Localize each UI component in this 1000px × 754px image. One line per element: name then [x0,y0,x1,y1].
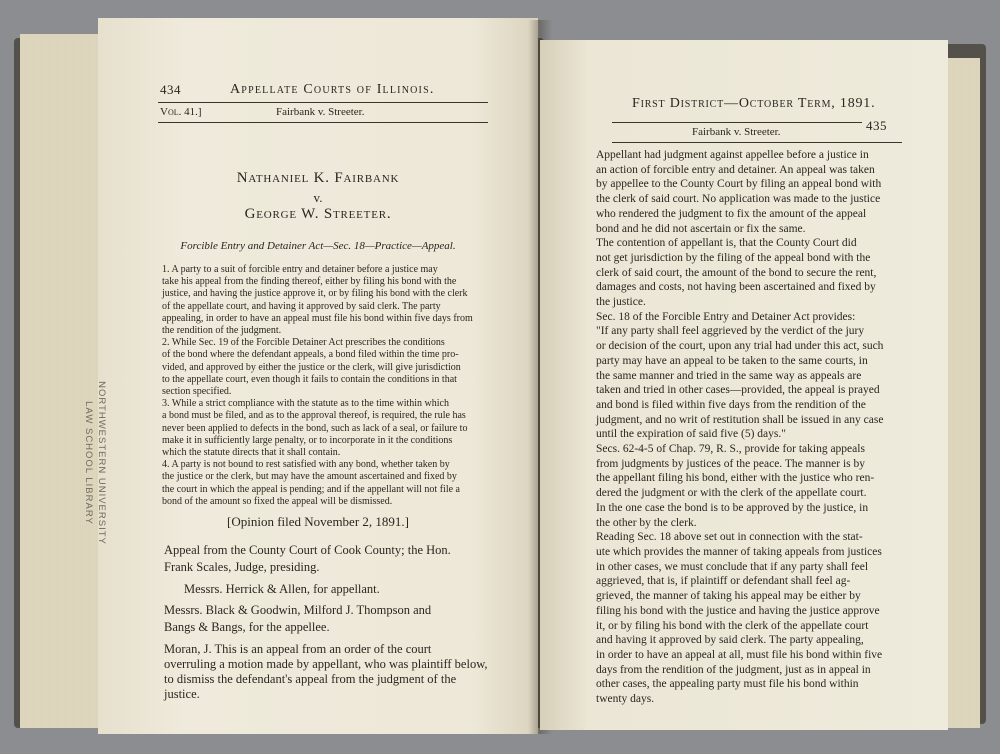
header-rule-right-2 [612,142,902,143]
text-line: Sec. 18 of the Forcible Entry and Detainer Act provides: [596,310,856,323]
text-line: and bond is filed within five days from the rendition of the [596,398,866,411]
text-line: days from the rendition of the judgment, just as in appeal in [596,663,871,676]
case-short-title-right: Fairbank v. Streeter. [692,126,781,138]
text-line: the appellant filing his bond, either with the justice who ren- [596,472,875,485]
text-line: judgment, and no writ of restitution shall be issued in any case [596,413,884,426]
running-head-right: First District—October Term, 1891. [632,96,876,111]
text-line: of the appellate court, and having it approved by said clerk. The party [162,300,441,312]
text-line: not get jurisdiction by the filing of the appeal bond with the [596,251,871,264]
text-line: Frank Scales, Judge, presiding. [164,560,320,574]
right-page-edges [944,58,980,728]
text-line: by appellee to the County Court by filing an appeal bond with [596,178,882,191]
text-line: the justice. [596,296,646,309]
header-rule [158,102,488,103]
text-line: Appeal from the County Court of Cook County; the Hon. [164,543,451,557]
volume-label: Vol. 41.] [160,106,202,118]
text-line: in other cases, we must conclude that if any party shall feel [596,560,869,573]
text-line: to dismiss the defendant's appeal from the judgment of the [164,672,457,686]
text-line: never been applied to defects in the bond, such as lack of a seal, or failure to [162,422,468,434]
page-number-right: 435 [866,118,887,133]
text-line: take his appeal from the finding thereof, either by filing his bond with the [162,276,457,288]
text-line: filing his bond with the justice and having the justice approve [596,604,880,617]
text-line: of the bond where the defendant appeals, a bond filed within the time pro- [162,349,459,361]
text-line: dered the judgment or with the clerk of the appellate court. [596,487,867,500]
text-line: justice. [164,687,200,701]
text-line: twenty days. [596,693,655,706]
text-line: ute which provides the manner of taking appeals from justices [596,545,882,558]
running-head: Appellate Courts of Illinois. [230,82,435,97]
text-line: 1. A party to a suit of forcible entry and detainer before a justice may [162,264,438,275]
counsel-appellant: Messrs. Herrick & Allen, for appellant. [184,582,380,596]
left-page [83,18,538,734]
text-line: other cases, the appealing party must file his bond within [596,678,859,691]
text-line: section specified. [162,386,232,398]
text-line: bond and he did not ascertain or fix the same. [596,222,806,235]
text-line: the other by the clerk. [596,516,697,529]
opinion-text [164,642,504,702]
text-line: In the one case the bond is to be approved by the justice, in [596,501,869,514]
text-line: make it in sufficiently large penalty, or to incorporate in it the conditions [162,434,453,446]
header-rule-right [612,122,862,123]
text-line: the rendition of the judgment. [162,325,282,337]
case-title-plaintiff: Nathaniel K. Fairbank [236,170,400,186]
text-line: grieved, the manner of taking his appeal may be either by [596,590,861,603]
text-line: "If any party shall feel aggrieved by the verdict of the jury [596,325,865,338]
text-line: clerk of said court, the amount of the bond to secure the rent, [596,266,877,279]
text-line: and having it approved by said clerk. The party appealing, [596,634,864,647]
text-line: Secs. 62-4-5 of Chap. 79, R. S., provide for taking appeals [596,443,865,456]
opinion-filed: [Opinion filed November 2, 1891.] [227,514,409,529]
text-line: the same manner and tried in the same way as appeals are [596,369,862,382]
header-rule-2 [158,122,488,123]
text-line: appealing, in order to have an appeal must file his bond within five days from [162,312,473,324]
text-line: from judgments by justices of the peace. The manner is by [596,457,866,470]
text-line: taken and tried in other cases—provided, the appeal is prayed [596,384,880,397]
text-line: aggrieved, that is, if plaintiff or defendant shall feel ag- [596,575,851,588]
text-line: the justice or the clerk, but may have the amount ascertained and fixed by [162,471,457,483]
text-line: to the appellate court, even though it fails to contain the conditions in that [162,373,457,385]
page-number: 434 [160,82,181,97]
text-line: justice, and having the justice approve it, or by filing his bond with the clerk [162,288,468,300]
text-line: bond of the amount so fixed the appeal will be dismissed. [162,495,393,507]
text-line: or decision of the court, upon any trial had under this act, such [596,340,884,353]
text-line: which the statute directs that it shall contain. [162,447,341,459]
text-line: 3. While a strict compliance with the statute as to the time within which [162,398,449,410]
right-page [540,40,948,730]
text-line: 2. While Sec. 19 of the Forcible Detainer Act prescribes the conditions [162,337,445,349]
text-line: who rendered the judgment to fix the amount of the appeal [596,207,867,220]
text-line: a bond must be filed, and as to the approval thereof, is required, the rule has [162,410,466,422]
text-line: until the expiration of said five (5) days." [596,428,786,441]
text-line: Messrs. Black & Goodwin, Milford J. Thompson and [164,603,432,617]
text-line: it, or by filing his bond with the clerk of the appellate court [596,619,869,632]
text-line: 4. A party is not bound to rest satisfied with any bond, whether taken by [162,459,450,471]
right-body-text [596,148,926,707]
text-line: overruling a motion made by appellant, who was plaintiff below, [164,657,488,671]
text-line: party may have an appeal to be taken to the same courts, in [596,354,868,367]
headnotes [162,264,502,508]
library-stamp: NORTHWESTERN UNIVERSITY LAW SCHOOL LIBRARY [83,381,107,545]
case-title-defendant: George W. Streeter. [244,206,392,222]
text-line: Moran, J. This is an appeal from an order of the court [164,642,432,656]
text-line: the clerk of said court. No application was made to the justice [596,193,881,206]
text-line: Appellant had judgment against appellee before a justice in [596,149,869,161]
appeal-statement [164,542,504,576]
counsel-appellee [164,602,504,636]
text-line: in order to have an appeal at all, must file his bond within five [596,648,883,661]
text-line: an action of forcible entry and detainer. An appeal was taken [596,163,875,176]
text-line: Bangs & Bangs, for the appellee. [164,620,330,634]
text-line: Reading Sec. 18 above set out in connection with the stat- [596,531,863,544]
text-line: damages and costs, not having been ascertained and fixed by [596,281,876,294]
text-line: vided, and approved by either the justice or the clerk, will give jurisdiction [162,361,461,373]
text-line: the court in which the appeal is pending; and if the appellant will not file a [162,483,460,495]
case-short-title: Fairbank v. Streeter. [276,106,365,118]
headnote-topic: Forcible Entry and Detainer Act—Sec. 18—Practice—Appeal. [180,240,456,252]
text-line: The contention of appellant is, that the County Court did [596,237,857,250]
case-title-versus: v. [313,190,323,205]
